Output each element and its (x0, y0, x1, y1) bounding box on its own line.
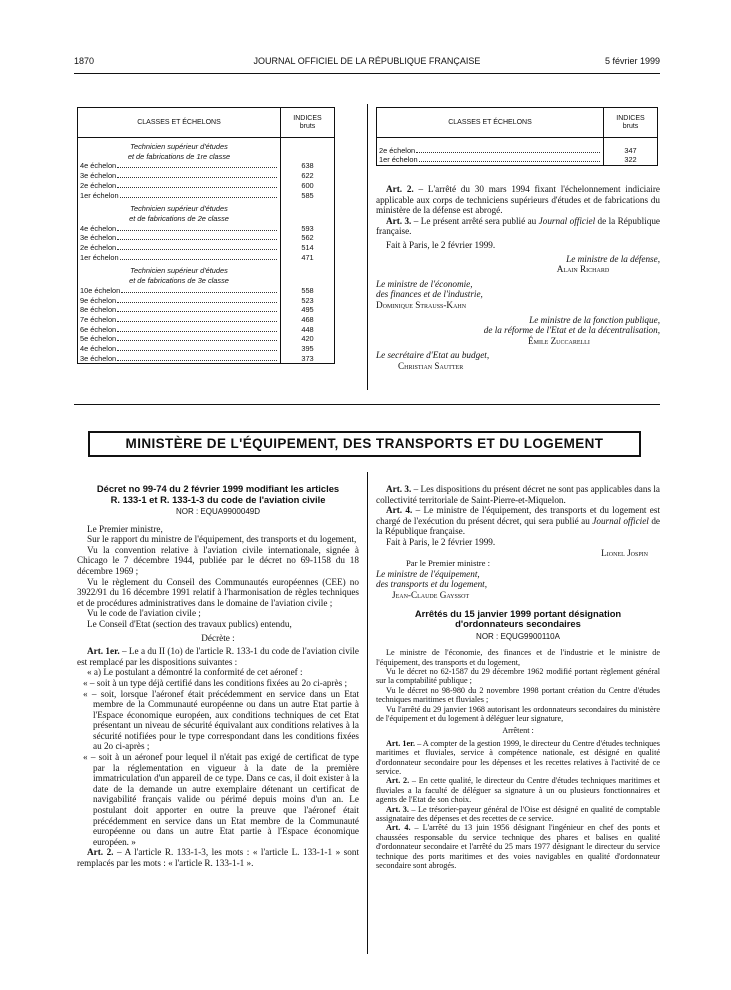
table-row: 3e échelon 622 (78, 171, 335, 181)
decret-99-74: Décret no 99-74 du 2 février 1999 modifiant les articles R. 133-1 et R. 133-1-3 du code de l'aviation civile NOR : EQUA9900049D Le Premier ministre, Sur le rapport du ministre de l'équipement, des transports et du logement, Vu la convention relative à l'aviation civile internationale, signée à Chicago le 7 décembre 1944, publiée par le décret no 69-1158 du 18 décembre 1969 ; Vu le règlement du Conseil des Communautés européennes (CEE) no 3922/91 du 16 décembre 1991 relatif à l'harmonisation de règles techniques et de procédures administratives dans le domaine de l'aviation civile ; Vu le code de l'aviation civile ; Le Conseil d'Etat (section des travaux publics) entendu, Décrète : Art. 1er. – Le a du II (1o) de l'article R. 133-1 du code de l'aviation civile est remplacé par les dispositions suivantes : « a) Le postulant a démontré la conformité de cet aéronef : « – soit à un type déjà certifié dans les conditions fixées au 2o ci-après ; « – soit, lorsque l'aéronef était précédemment en service dans un Etat membre de la Communauté européenne ou dans un autre Etat partie à l'Espace économique européen, aux conditions techniques de cet Etat présentant un niveau de sécurité équivalant aux conditions relatives à la sécurité notifiées pour le type correspondant dans les conditions fixées au 2o ci-après ; « – soit à un aéronef pour lequel il n'était pas exigé de certificat de type par la réglementation en vigueur à la date de la première immatriculation d'un appareil de ce type. Dans ce cas, il doit exister à la date de la demande un autre exemplaire détenant un certificat de navigabilité français valide ou périmé depuis moins d'un an. Le postulant doit apporter en outre la preuve que l'aéronef était précédemment en service dans un Etat membre de la Communauté européenne ou dans un autre Etat partie à l'Espace économique européen. » Art. 2. – A l'article R. 133-1-3, les mots : « l'article L. 133-1-1 » sont remplacés par les mots : « l'article R. 133-1-1 ». (77, 483, 359, 868)
grade-heading: Technicien supérieur d'études et de fabrications de 1re classe (78, 138, 335, 162)
table-row: 3e échelon 562 (78, 233, 335, 243)
page-header (74, 56, 660, 70)
arretes-nor: NOR : EQUG9900110A (476, 631, 560, 641)
page-number: 1870 (74, 56, 95, 66)
table-row: 5e échelon 420 (78, 334, 335, 344)
decret-nor: NOR : EQUA9900049D (175, 507, 261, 516)
table-row: 1er échelon 322 (377, 155, 658, 165)
table-row: 10e échelon 558 (78, 286, 335, 296)
ministry-banner: MINISTÈRE DE L'ÉQUIPEMENT, DES TRANSPORTS ET DU LOGEMENT (88, 431, 641, 457)
column-divider-bottom (367, 472, 368, 954)
table-row: 4e échelon 395 (78, 344, 335, 354)
arretes-title: Arrêtés du 15 janvier 1999 portant désignation d'ordonnateurs secondaires (414, 607, 622, 630)
table-row: 4e échelon 593 (78, 224, 335, 234)
table-row: 3e échelon 373 (78, 354, 335, 364)
decret-title: Décret no 99-74 du 2 février 1999 modifiant les articles R. 133-1 et R. 133-1-3 du code de l'aviation civile (96, 483, 340, 505)
section-rule (74, 404, 660, 405)
table-row: 2e échelon 600 (78, 181, 335, 191)
table-row: 9e échelon 523 (78, 296, 335, 306)
col-classes-header: CLASSES ET ÉCHELONS (78, 108, 281, 138)
table-row: 6e échelon 448 (78, 325, 335, 335)
col-classes-header: CLASSES ET ÉCHELONS (377, 108, 604, 138)
decret-99-74-continued: Art. 3. – Les dispositions du présent décret ne sont pas applicables dans la collectivité territoriale de Saint-Pierre-et-Miquelon. Art. 4. – Le ministre de l'équipement, des transports et du logement est chargé de l'exécution du présent décret, qui sera publié au Journal officiel de la République française. Fait à Paris, le 2 février 1999. Lionel Jospin Par le Premier ministre : Le ministre de l'équipement, des transports et du logement, Jean-Claude Gayssot Arrêtés du 15 janvier 1999 portant désignation d'ordonnateurs secondaires NOR : EQUG9900110A Le ministre de l'économie, des finances et de l'industrie et le ministre de l'équipement, des transports et du logement, Vu le décret no 62-1587 du 29 décembre 1962 modifié portant règlement général sur la comptabilité publique ; Vu le décret no 98-980 du 2 novembre 1998 portant création du Centre d'études techniques maritimes et fluviales ; Vu l'arrêté du 29 janvier 1968 autorisant les ordonnateurs secondaires du ministère de l'équipement et du logement à déléguer leur signature, Arrêtent : Art. 1er. – A compter de la gestion 1999, le directeur du Centre d'études techniques maritimes et fluviales, service à compétence nationale, est désigné en qualité d'ordonnateur secondaire pour les dépenses et les recettes relatives à l'activité de ce service. Art. 2. – En cette qualité, le directeur du Centre d'études techniques maritimes et fluviales a la faculté de déléguer sa signature à un ou plusieurs fonctionnaires et agents de l'Etat de son choix. Art. 3. – Le trésorier-payeur général de l'Oise est désigné en qualité de comptable assignataire des dépenses et des recettes de ce service. Art. 4. – L'arrêté du 13 juin 1956 désignant l'ingénieur en chef des ponts et chaussées responsable du service technique des phares et balises en qualité d'ordonnateur secondaire et l'arrêté du 25 mars 1977 désignant le directeur du service technique des ports maritimes et des voies navigables en qualité d'ordonnateur secondaire sont abrogés. (376, 484, 661, 871)
table-row: 1er échelon 471 (78, 253, 335, 263)
column-divider-top (367, 104, 368, 390)
col-indices-header: INDICES bruts (604, 108, 658, 138)
table-row: 8e échelon 495 (78, 305, 335, 315)
arrete-defense-end: Art. 2. – L'arrêté du 30 mars 1994 fixant l'échelonnement indiciaire applicable aux corps de techniciens supérieurs d'études et de fabrications du ministère de la défense est abrogé. Art. 3. – Le présent arrêté sera publié au Journal officiel de la République française. Fait à Paris, le 2 février 1999. Le ministre de la défense, Alain Richard Le ministre de l'économie, des finances et de l'industrie, Dominique Strauss-Kahn Le ministre de la fonction publique, de la réforme de l'Etat et de la décentralisation, Émile Zuccarelli Le secrétaire d'Etat au budget, Christian Sautter (376, 184, 660, 371)
issue-date: 5 février 1999 (604, 56, 660, 66)
table-row: 2e échelon 347 (377, 146, 658, 156)
table-row: 1er échelon 585 (78, 191, 335, 201)
indices-table-left (77, 107, 335, 364)
table-row: 7e échelon 468 (78, 315, 335, 325)
grade-heading: Technicien supérieur d'études et de fabrications de 2e classe (78, 200, 335, 223)
table-row: 4e échelon 638 (78, 161, 335, 171)
header-rule (74, 73, 660, 74)
indices-table-right (376, 107, 658, 166)
col-indices-header: INDICES bruts (281, 108, 335, 138)
grade-heading: Technicien supérieur d'études et de fabrications de 3e classe (78, 262, 335, 285)
table-row: 2e échelon 514 (78, 243, 335, 253)
journal-title: JOURNAL OFFICIEL DE LA RÉPUBLIQUE FRANÇAISE (253, 56, 481, 66)
